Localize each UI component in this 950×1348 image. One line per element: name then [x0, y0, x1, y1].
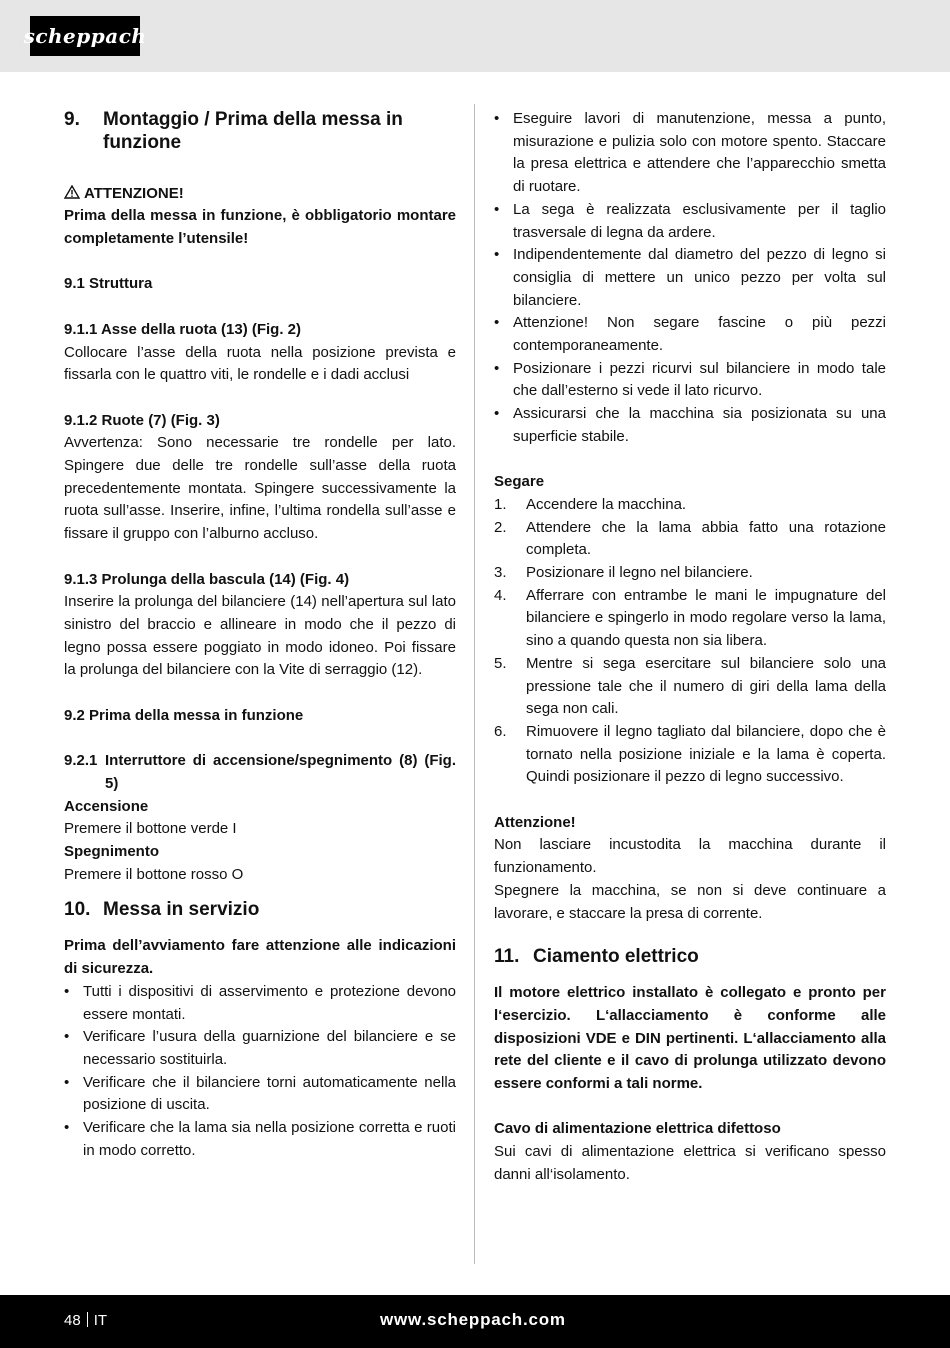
section-9-1-2-title: 9.1.2 Ruote (7) (Fig. 3)	[64, 411, 220, 429]
logo-text: scheppach	[23, 24, 147, 48]
section-9-1-3-title: 9.1.3 Prolunga della bascula (14) (Fig. 4)	[64, 570, 350, 588]
list-item: • Verificare l’usura della guarnizione del bilanciere e se necessario sostituirla.	[64, 1028, 456, 1068]
section-9-number: 9.	[64, 109, 80, 130]
list-item: • Verificare che la lama sia nella posizione corretta e ruoti in modo corretto.	[64, 1119, 456, 1159]
warning-icon	[64, 185, 80, 199]
list-item: • Assicurarsi che la macchina sia posizionata su una superficie stabile.	[494, 405, 886, 445]
right-column	[494, 108, 886, 1187]
list-item: • Posizionare i pezzi ricurvi sul bilanciere in modo tale che dall’esterno si vede il lato ricurvo.	[494, 359, 886, 400]
section-10-number: 10.	[64, 899, 91, 921]
section-9-1-title: 9.1 Struttura	[64, 275, 153, 293]
section-9-1-3-text: Inserire la prolunga del bilanciere (14) nell’apertura sul lato sinistro del braccio e allineare in modo che il pezzo di legno possa essere poggiato in modo idoneo. Poi fissare la prolunga del bilanciere con la Vite di serraggio (12).	[64, 593, 456, 679]
section-11-title: Ciamento elettrico	[533, 946, 699, 968]
left-column	[64, 108, 456, 1162]
warning-heading	[64, 183, 456, 206]
attenzione-text-1: Non lasciare incustodita la macchina durante il funzionamento.	[494, 836, 886, 877]
section-9-2-1-heading	[64, 750, 456, 795]
attenzione-text-2: Spegnere la macchina, se non si deve continuare a lavorare, e staccare la presa di corrente.	[494, 881, 886, 922]
list-item: 6. Rimuovere il legno tagliato dal bilanciere, dopo che è tornato nella posizione iniziale e la lama è coperta. Quindi posizionare il pezzo di legno successivo.	[494, 722, 886, 786]
page-number	[64, 1310, 107, 1332]
list-item: 4. Afferrare con entrambe le mani le impugnature del bilanciere e spingerlo in modo regolare verso la lama, sino a quando questa non sia libera.	[494, 586, 886, 650]
section-9-1-1-text: Collocare l’asse della ruota nella posizione prevista e fissarla con le quattro viti, le rondelle e i dadi acclusi	[64, 343, 456, 384]
section-10-heading	[64, 898, 456, 921]
section-9-heading	[64, 108, 456, 154]
list-item: • Verificare che il bilanciere torni automaticamente nella posizione di uscita.	[64, 1073, 456, 1114]
list-item: • Eseguire lavori di manutenzione, messa a punto, misurazione e pulizia solo con motore spento. Staccare la presa elettrica e attendere che l’apparecchio smetta di ruotare.	[494, 110, 886, 196]
page-number-value: 48	[64, 1312, 81, 1329]
segare-title: Segare	[494, 473, 545, 491]
list-item: 2. Attendere che la lama abbia fatto una rotazione completa.	[494, 518, 886, 559]
warning-title: ATTENZIONE!	[84, 184, 184, 202]
list-item: • Indipendentemente dal diametro del pezzo di legno si consiglia di mettere un unico pezzo per volta sul bilanciere.	[494, 246, 886, 309]
section-9-2-1-label: 9.2.1	[64, 752, 98, 770]
website-url: www.scheppach.com	[380, 1310, 566, 1329]
language-code: IT	[93, 1312, 108, 1329]
list-item: • Tutti i dispositivi di asservimento e protezione devono essere montati.	[64, 982, 456, 1023]
list-item: • La sega è realizzata esclusivamente per il taglio trasversale di legna da ardere.	[494, 200, 886, 241]
list-item: 1. Accendere la macchina.	[494, 495, 687, 513]
spegnimento-title: Spegnimento	[64, 842, 160, 860]
header-bar	[0, 0, 950, 72]
list-item: 5. Mentre si sega esercitare sul bilanciere solo una pressione tale che il numero di giri della lama della sega non cali.	[494, 654, 886, 718]
footer-bar	[0, 1295, 950, 1348]
section-10-intro: Prima dell’avviamento fare attenzione alle indicazioni di sicurezza.	[64, 937, 456, 978]
section-9-2-title: 9.2 Prima della messa in funzione	[64, 706, 304, 724]
attenzione-title: Attenzione!	[494, 813, 576, 831]
accensione-text: Premere il bottone verde I	[64, 820, 237, 838]
column-divider	[474, 104, 475, 1264]
cavo-title: Cavo di alimentazione elettrica difettoso	[494, 1120, 781, 1138]
section-9-1-1-title: 9.1.1 Asse della ruota (13) (Fig. 2)	[64, 320, 302, 338]
section-11-heading	[494, 945, 886, 968]
warning-text: Prima della messa in funzione, è obbligatorio montare completamente l’utensile!	[64, 207, 456, 248]
section-11-text: Il motore elettrico installato è collegato e pronto per l‘esercizio. L‘allacciamento è conforme alle disposizioni VDE e DIN pertinenti. L‘allacciamento alla rete del cliente e il cavo di prolunga utilizzato devono essere conformi a tali norme.	[494, 984, 886, 1093]
section-10-title: Messa in servizio	[103, 899, 260, 921]
spegnimento-text: Premere il bottone rosso O	[64, 865, 244, 883]
scheppach-logo	[23, 16, 147, 56]
section-11-number: 11.	[494, 946, 520, 968]
section-9-title: Montaggio / Prima della messa in funzione	[103, 109, 403, 153]
section-9-2-1-title: Interruttore di accensione/spegnimento (8) (Fig. 5)	[105, 752, 456, 792]
accensione-title: Accensione	[64, 797, 149, 815]
cavo-text: Sui cavi di alimentazione elettrica si verificano spesso danni all‘isolamento.	[494, 1143, 886, 1183]
list-item: 3. Posizionare il legno nel bilanciere.	[494, 564, 753, 582]
list-item: • Attenzione! Non segare fascine o più pezzi contemporaneamente.	[494, 314, 886, 355]
section-9-1-2-text: Avvertenza: Sono necessarie tre rondelle per lato. Spingere due delle tre rondelle sull’asse della ruota precedentemente montata. Spingere successivamente la ruota sull’asse. Inserire, infine, l’ultima rondella sull’asse e fissare il gruppo con l’alburno accluso.	[64, 434, 456, 543]
